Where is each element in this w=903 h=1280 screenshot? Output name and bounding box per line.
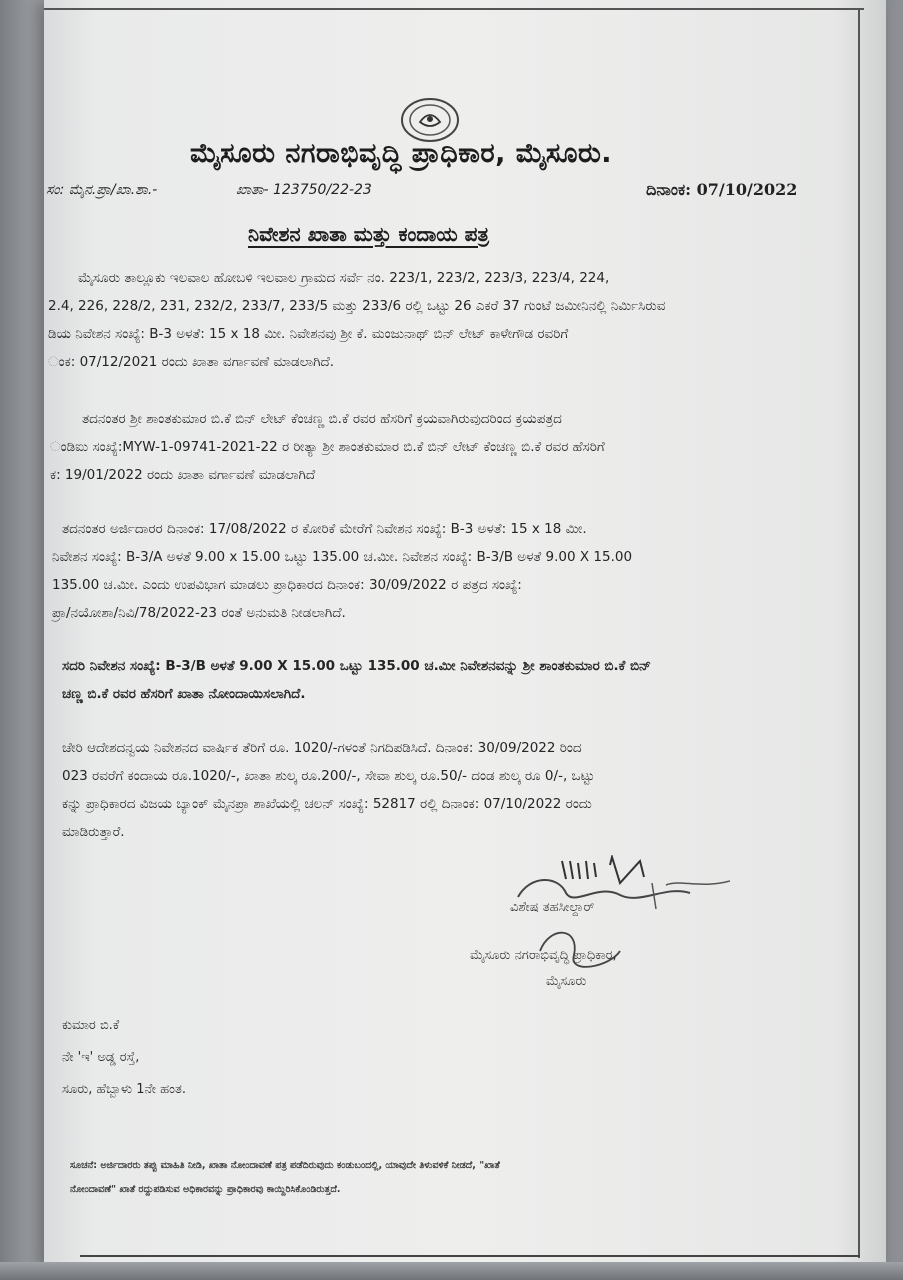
- text-line: ಂಡಿಐು ಸಂಖ್ಯೆ:MYW-1-09741-2021-22 ರ ರೀತ್ಯಾ ಶ್ರೀ ಶಾಂತಕುಮಾರ ಬಿ.ಕೆ ಬಿನ್ ಲೇಟ್ ಕೆಂಚಣ್ಣ ಬಿ.ಕೆ ರವರ ಹೆಸರಿಗೆ: [50, 439, 605, 455]
- text-line: ಕ: 19/01/2022 ರಂದು ಖಾತಾ ವರ್ಗಾವಣೆ ಮಾಡಲಾಗಿದೆ: [50, 467, 316, 483]
- bottom-border-line: [80, 1255, 860, 1257]
- handwritten-signature-icon: [470, 855, 730, 995]
- top-border-line: [44, 8, 864, 10]
- text-line: ನಿವೇಶನ ಸಂಖ್ಯೆ: B-3/A ಅಳತೆ 9.00 x 15.00 ಒಟ್ಟು 135.00 ಚ.ಮೀ. ನಿವೇಶನ ಸಂಖ್ಯೆ: B-3/B ಅಳತೆ 9.00 X 15.00: [52, 549, 633, 565]
- paragraph-4: [62, 652, 651, 708]
- paragraph-2: [50, 405, 605, 489]
- text-line: ಚೇರಿ ಆದೇಶದನ್ವಯ ನಿವೇಶನದ ವಾರ್ಷಿಕ ತೆರಿಗೆ ರೂ. 1020/-ಗಳಂತೆ ನಿಗದಿಪಡಿಸಿದೆ. ದಿನಾಂಕ: 30/09/2022 ರಿಂದ: [62, 740, 582, 756]
- right-border-line: [858, 8, 860, 1258]
- text-line: ತದನಂತರ ಅರ್ಜಿದಾರರ ದಿನಾಂಕ: 17/08/2022 ರ ಕೋರಿಕೆ ಮೇರೆಗೆ ನಿವೇಶನ ಸಂಖ್ಯೆ: B-3 ಅಳತೆ: 15 x 18 ಮೀ.: [62, 521, 587, 537]
- text-line: 023 ರವರೆಗೆ ಕಂದಾಯ ರೂ.1020/-, ಖಾತಾ ಶುಲ್ಕ ರೂ.200/-, ಸೇವಾ ಶುಲ್ಕ ರೂ.50/- ದಂಡ ಶುಲ್ಕ ರೂ 0/-, ಒಟ್ಟು: [62, 768, 595, 784]
- text-line: ಪ್ರಾ/ನಯೋಶಾ/ನಿವಿ/78/2022-23 ರಂತೆ ಅನುಮತಿ ನೀಡಲಾಗಿದೆ.: [52, 605, 346, 621]
- paragraph-5: [62, 734, 595, 846]
- page-bottom-edge: [0, 1262, 903, 1280]
- document-date: ದಿನಾಂಕ: 07/10/2022: [646, 180, 798, 199]
- addressee-name: ಕುಮಾರ ಬಿ.ಕೆ: [62, 1018, 120, 1033]
- document-subtitle: ನಿವೇಶನ ಖಾತಾ ಮತ್ತು ಕಂದಾಯ ಪತ್ರ: [248, 222, 489, 246]
- signatory-designation: ವಿಶೇಷ ತಹಸೀಲ್ದಾರ್: [510, 900, 595, 915]
- text-line: 135.00 ಚ.ಮೀ. ಎಂದು ಉಪವಿಭಾಗ ಮಾಡಲು ಪ್ರಾಧಿಕಾರದ ದಿನಾಂಕ: 30/09/2022 ರ ಪತ್ರದ ಸಂಖ್ಯೆ:: [52, 577, 522, 593]
- addressee-street: ನೇ 'ಇ' ಅಡ್ಡ ರಸ್ತೆ,: [62, 1050, 140, 1065]
- text-line: ತದನಂತರ ಶ್ರೀ ಶಾಂತಕುಮಾರ ಬಿ.ಕೆ ಬಿನ್ ಲೇಟ್ ಕೆಂಚಣ್ಣ ಬಿ.ಕೆ ರವರ ಹೆಸರಿಗೆ ಕ್ರಯವಾಗಿರುವುದರಿಂದ ಕ್ರಯಪತ್ರದ: [82, 411, 562, 427]
- page-left-edge: [0, 0, 44, 1280]
- text-line: ಡಿಯ ನಿವೇಶನ ಸಂಖ್ಯೆ: B-3 ಅಳತೆ: 15 x 18 ಮೀ. ನಿವೇಶನವು ಶ್ರೀ ಕೆ. ಮಂಜುನಾಥ್ ಬಿನ್ ಲೇಟ್ ಕಾಳೇಗೌಡ ರವರಿಗೆ: [48, 326, 569, 342]
- footer-note-line-2: ನೋಂದಾವಣೆ" ಖಾತೆ ರದ್ದುಪಡಿಸುವ ಅಧಿಕಾರವನ್ನು ಪ್ರಾಧಿಕಾರವು ಕಾಯ್ದಿರಿಸಿಕೊಂಡಿರುತ್ತದೆ.: [70, 1184, 341, 1195]
- reference-number: ಸಂ: ಮೈನ.ಪ್ರಾ/ಖಾ.ಶಾ.-: [46, 182, 158, 198]
- text-line: ಮಾಡಿರುತ್ತಾರೆ.: [62, 824, 125, 840]
- text-line: ಚಣ್ಣ ಬಿ.ಕೆ ರವರ ಹೆಸರಿಗೆ ಖಾತಾ ನೋಂದಾಯಿಸಲಾಗಿದೆ.: [62, 686, 306, 702]
- signatory-city: ಮೈಸೂರು: [546, 974, 587, 989]
- text-line: ಕನ್ನು ಪ್ರಾಧಿಕಾರದ ವಿಜಯ ಬ್ಯಾಂಕ್ ಮೈನಪ್ರಾ ಶಾಖೆಯಲ್ಲಿ ಚಲನ್ ಸಂಖ್ಯೆ: 52817 ರಲ್ಲಿ ದಿನಾಂಕ: 07/10/2022 ರಂದು: [62, 796, 592, 812]
- paragraph-3: [52, 515, 633, 627]
- text-line: 2.4, 226, 228/2, 231, 232/2, 233/7, 233/5 ಮತ್ತು 233/6 ರಲ್ಲಿ ಒಟ್ಟು 26 ಎಕರೆ 37 ಗುಂಟೆ ಜಮೀನಿನಲ್ಲಿ ನಿರ್ಮಿಸಿರುವ: [48, 298, 666, 314]
- page-title: ಮೈಸೂರು ನಗರಾಭಿವೃದ್ಧಿ ಪ್ರಾಧಿಕಾರ, ಮೈಸೂರು.: [190, 138, 613, 169]
- footer-note-line-1: ಸೂಚನೆ: ಅರ್ಜಿದಾರರು ತಪ್ಪು ಮಾಹಿತಿ ನೀಡಿ, ಖಾತಾ ನೋಂದಾವಣೆ ಪತ್ರ ಪಡೆದಿರುವುದು ಕಂಡುಬಂದಲ್ಲಿ, ಯಾವುದೇ ತಿಳುವಳಿಕೆ ನೀಡದೆ, "ಖಾತೆ: [70, 1160, 500, 1171]
- signatory-office: ಮೈಸೂರು ನಗರಾಭಿವೃದ್ಧಿ ಪ್ರಾಧಿಕಾರ,: [470, 948, 617, 963]
- text-line: ಸದರಿ ನಿವೇಶನ ಸಂಖ್ಯೆ: B-3/B ಅಳತೆ 9.00 X 15.00 ಒಟ್ಟು 135.00 ಚ.ಮೀ ನಿವೇಶನವನ್ನು ಶ್ರೀ ಶಾಂತಕುಮಾರ ಬಿ.ಕೆ ಬಿನ್: [62, 658, 651, 674]
- authority-emblem-icon: [398, 96, 462, 144]
- paragraph-1: [48, 264, 666, 376]
- addressee-area: ಸೂರು, ಹೆಬ್ಬಾಳು 1ನೇ ಹಂತ.: [62, 1082, 186, 1097]
- text-line: ಂಕ: 07/12/2021 ರಂದು ಖಾತಾ ವರ್ಗಾವಣೆ ಮಾಡಲಾಗಿದೆ.: [48, 354, 335, 370]
- text-line: ಮೈಸೂರು ತಾಲ್ಲೂಕು ಇಲವಾಲ ಹೋಬಳಿ ಇಲವಾಲ ಗ್ರಾಮದ ಸರ್ವೆ ನಂ. 223/1, 223/2, 223/3, 223/4, 224,: [78, 270, 610, 286]
- khata-reference: ಖಾತಾ- 123750/22-23: [236, 182, 372, 198]
